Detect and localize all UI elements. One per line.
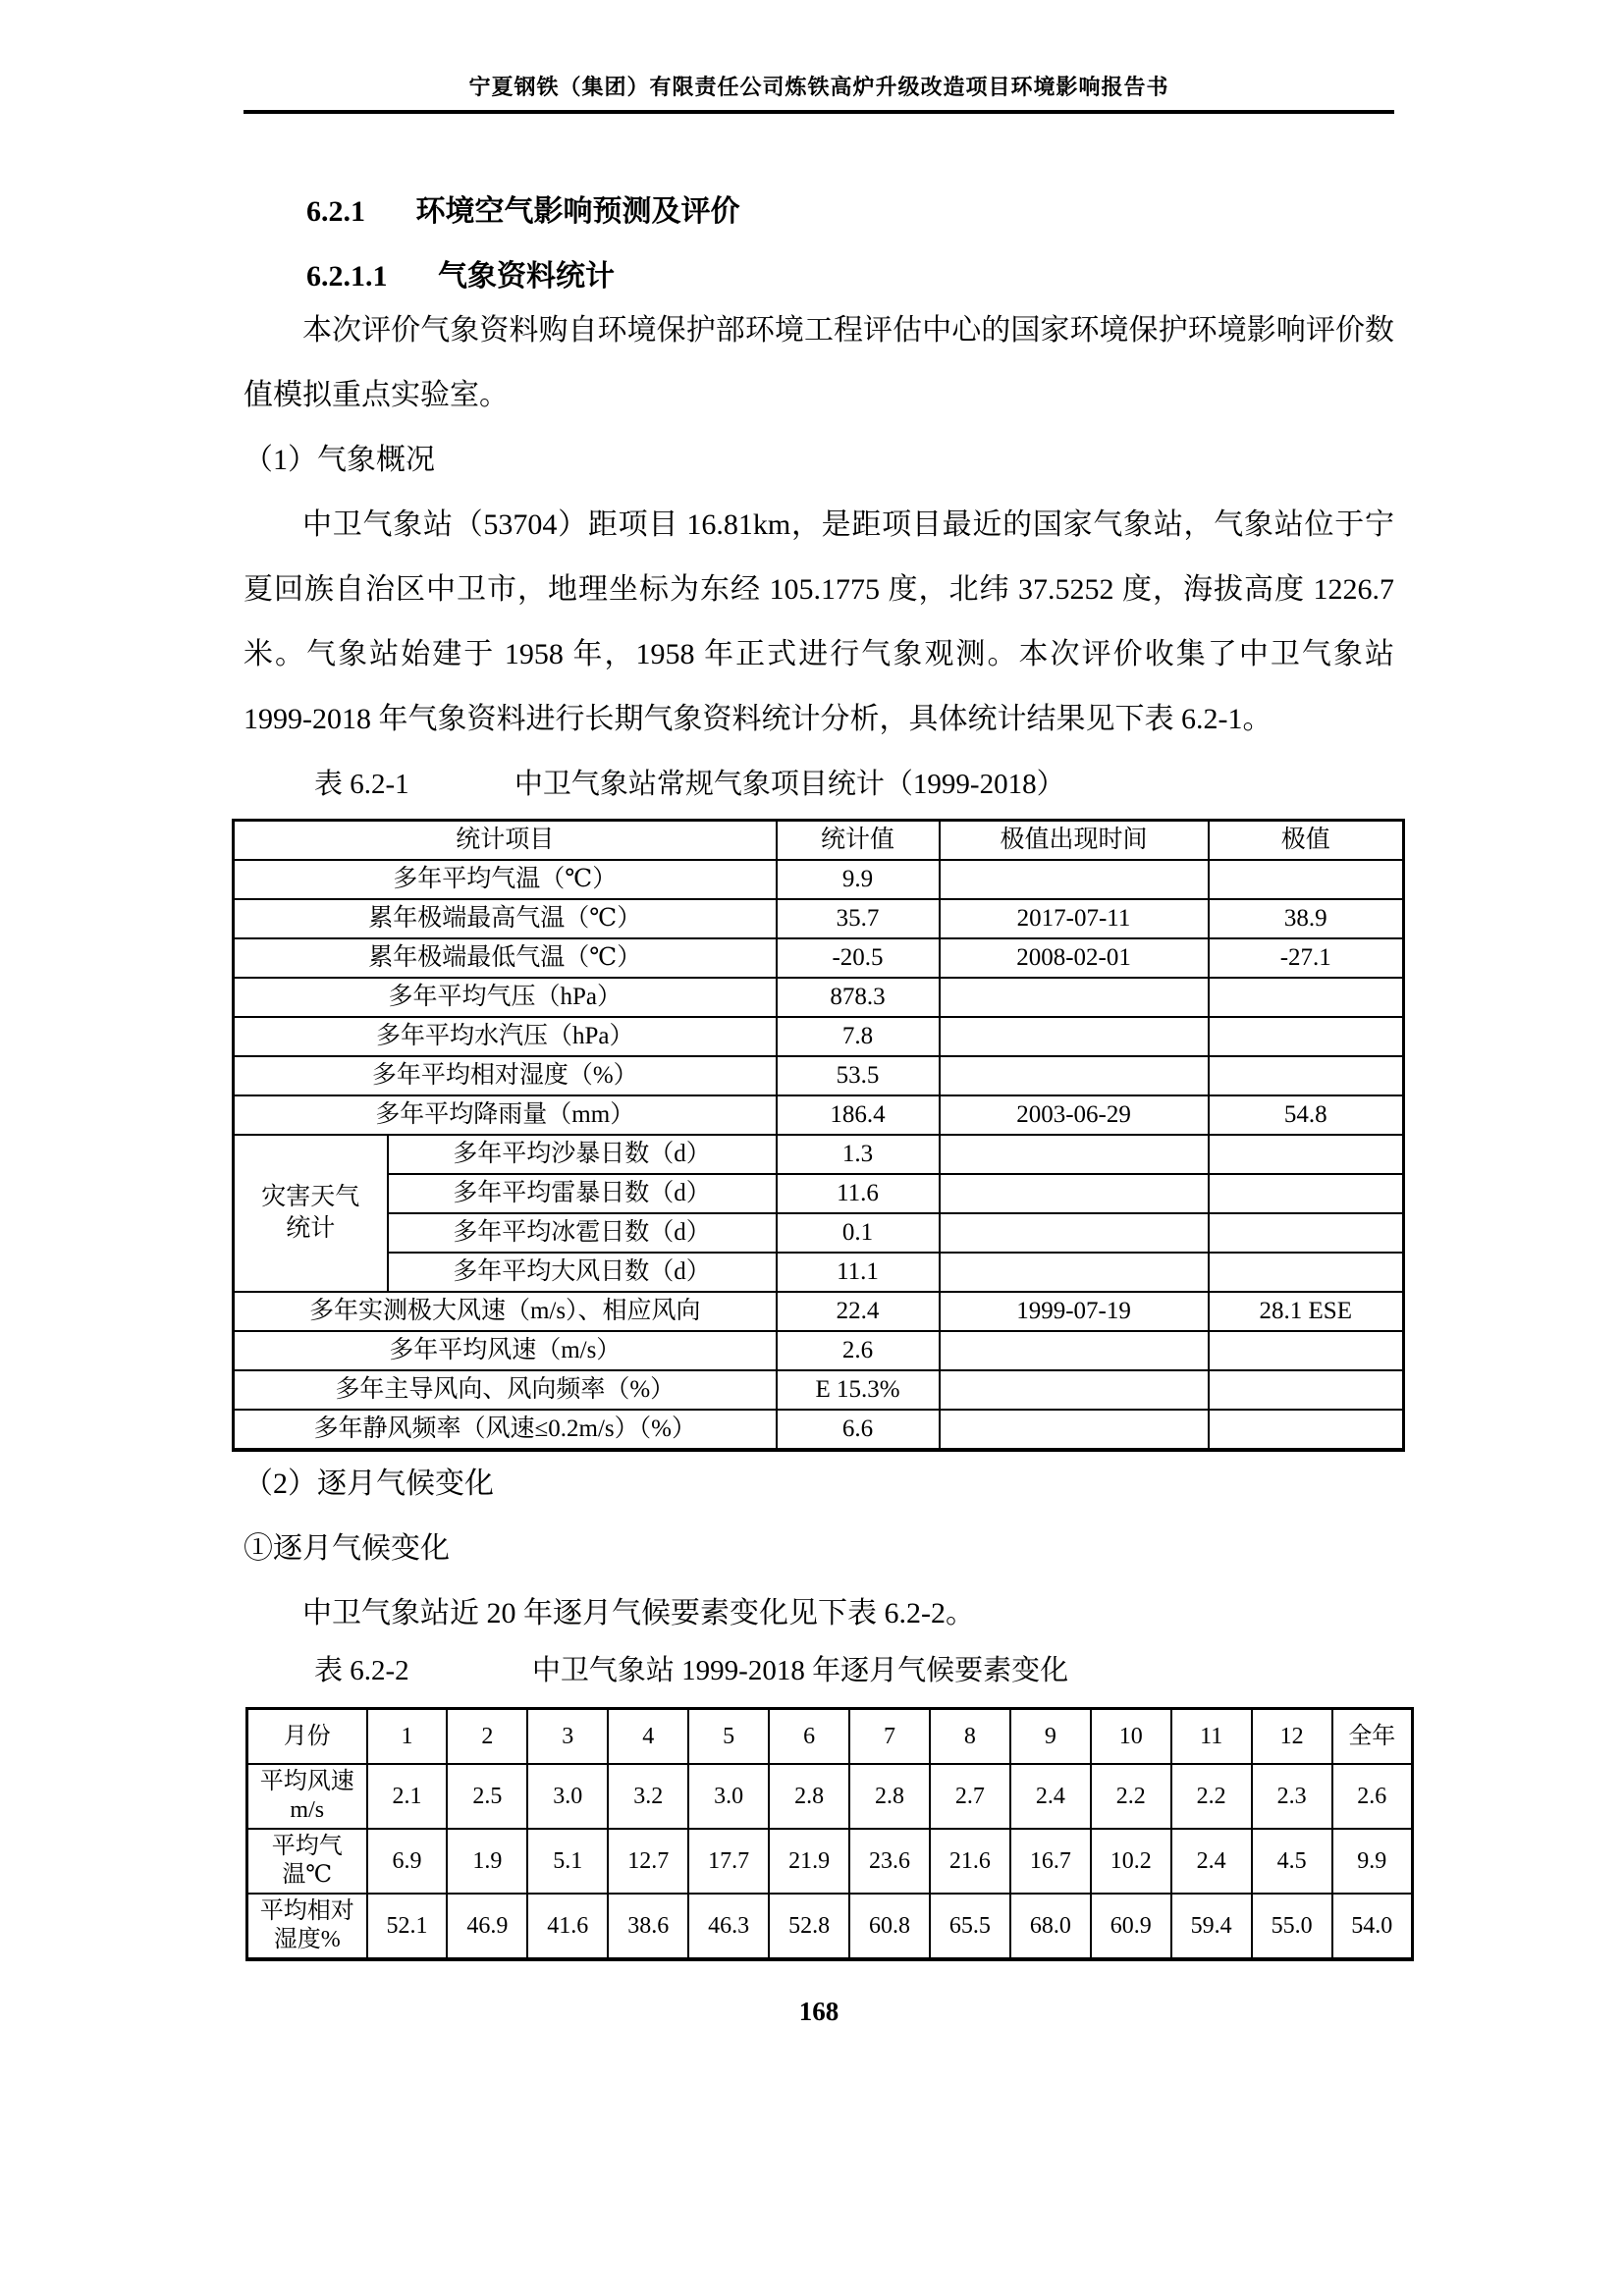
- table1-extreme-cell: 28.1 ESE: [1209, 1292, 1404, 1331]
- table2-month-header: 1: [367, 1709, 448, 1765]
- table2-month-header: 2: [447, 1709, 527, 1765]
- table1-disaster-row: [234, 1135, 1404, 1174]
- table2-value-cell: 2.3: [1252, 1764, 1332, 1829]
- table2-row-label-line: 平均气: [271, 1834, 343, 1859]
- table2-value-cell: 2.4: [1010, 1764, 1091, 1829]
- table1-row: [234, 860, 1404, 899]
- table1-row: [234, 899, 1404, 938]
- table2-data-row: [247, 1764, 1413, 1829]
- table2-value-cell: 4.5: [1252, 1829, 1332, 1894]
- table1-row: [234, 1017, 1404, 1056]
- table1-time-cell: [940, 1135, 1209, 1174]
- table2-value-cell: 41.6: [527, 1894, 608, 1959]
- table1-item-cell: 多年静风频率（风速≤0.2m/s）（%）: [234, 1410, 777, 1450]
- table1-extreme-cell: [1209, 1056, 1404, 1095]
- table2-row-label-line: 平均风速: [259, 1769, 354, 1794]
- table2-header-row: [247, 1709, 1413, 1765]
- table1-value-cell: 7.8: [777, 1017, 940, 1056]
- paragraph-station-info: 中卫气象站（53704）距项目 16.81km，是距项目最近的国家气象站，气象站位于宁夏回族自治区中卫市，地理坐标为东经 105.1775 度，北纬 37.5252 度，海拔高度 1226.7 米。气象站始建于 1958 年，1958 年正式进行气象观测。本次评价收集了中卫气象站 1999-2018 年气象资料进行长期气象资料统计分析，具体统计结果见下表 6.2-1。: [244, 508, 1394, 735]
- table1-row: [234, 1056, 1404, 1095]
- table1-value-cell: 186.4: [777, 1095, 940, 1135]
- table2-month-header: 10: [1091, 1709, 1171, 1765]
- table1-extreme-cell: [1209, 1213, 1404, 1253]
- table1-item-cell: 多年平均相对湿度（%）: [234, 1056, 777, 1095]
- table2-value-cell: 2.4: [1171, 1829, 1252, 1894]
- table2-value-cell: 52.8: [769, 1894, 849, 1959]
- table1-time-cell: [940, 1253, 1209, 1292]
- table2-value-cell: 1.9: [447, 1829, 527, 1894]
- table2-value-cell: 2.7: [930, 1764, 1010, 1829]
- table1-item-cell: 多年平均冰雹日数（d）: [388, 1213, 777, 1253]
- table1-item-cell: 累年极端最高气温（℃）: [234, 899, 777, 938]
- table2-month-header: 8: [930, 1709, 1010, 1765]
- table1-value-cell: 35.7: [777, 899, 940, 938]
- table1-header-value: 统计值: [777, 821, 940, 861]
- table1-value-cell: 11.1: [777, 1253, 940, 1292]
- table1-value-cell: E 15.3%: [777, 1370, 940, 1410]
- table2-data-row: [247, 1894, 1413, 1959]
- page-number: 168: [798, 1997, 839, 2026]
- table2-value-cell: 68.0: [1010, 1894, 1091, 1959]
- table1-value-cell: 6.6: [777, 1410, 940, 1450]
- table2-row-label: [247, 1764, 367, 1829]
- table2-value-cell: 65.5: [930, 1894, 1010, 1959]
- table1-extreme-cell: [1209, 1331, 1404, 1370]
- table2-month-header: 9: [1010, 1709, 1091, 1765]
- content-area: [244, 0, 1394, 2027]
- table2-value-cell: 59.4: [1171, 1894, 1252, 1959]
- table2-value-cell: 2.5: [447, 1764, 527, 1829]
- table1-row: [234, 1331, 1404, 1370]
- table1-header-item: 统计项目: [234, 821, 777, 861]
- table2-value-cell: 46.9: [447, 1894, 527, 1959]
- table2-caption: [314, 1648, 1394, 1693]
- table2-month-header: 3: [527, 1709, 608, 1765]
- table1-time-cell: 1999-07-19: [940, 1292, 1209, 1331]
- table1-item-cell: 多年平均气温（℃）: [234, 860, 777, 899]
- table2-value-cell: 52.1: [367, 1894, 448, 1959]
- table2-value-cell: 3.0: [527, 1764, 608, 1829]
- weather-statistics-table: [232, 819, 1405, 1452]
- section-title: 环境空气影响预测及评价: [415, 195, 740, 228]
- table2-row-label-line: 湿度%: [273, 1927, 341, 1952]
- report-header-title: 宁夏钢铁（集团）有限责任公司炼铁高炉升级改造项目环境影响报告书: [244, 0, 1394, 114]
- table1-item-cell: 多年平均水汽压（hPa）: [234, 1017, 777, 1056]
- section-title: 气象资料统计: [438, 260, 615, 293]
- table1-item-cell: 多年平均风速（m/s）: [234, 1331, 777, 1370]
- table2-value-cell: 10.2: [1091, 1829, 1171, 1894]
- table1-row: [234, 978, 1404, 1017]
- table2-value-cell: 23.6: [849, 1829, 930, 1894]
- table2-month-header: 全年: [1332, 1709, 1413, 1765]
- table1-value-cell: 53.5: [777, 1056, 940, 1095]
- table2-month-header: 5: [688, 1709, 769, 1765]
- table1-disaster-row: [234, 1213, 1404, 1253]
- table1-time-cell: 2008-02-01: [940, 938, 1209, 978]
- table1-value-cell: 878.3: [777, 978, 940, 1017]
- sub-item-1-label: ①逐月气候变化: [244, 1532, 450, 1565]
- table1-disaster-group-label: [234, 1135, 388, 1292]
- section-number: 6.2.1: [306, 195, 365, 228]
- table2-month-header: 12: [1252, 1709, 1332, 1765]
- table1-item-cell: 多年平均大风日数（d）: [388, 1253, 777, 1292]
- table1-item-cell: 多年实测极大风速（m/s）、相应风向: [234, 1292, 777, 1331]
- table1-extreme-cell: [1209, 1410, 1404, 1450]
- table2-row-label-line: 温℃: [282, 1862, 333, 1888]
- table1-time-cell: [940, 978, 1209, 1017]
- table2-data-row: [247, 1829, 1413, 1894]
- table1-time-cell: 2017-07-11: [940, 899, 1209, 938]
- table1-value-cell: 9.9: [777, 860, 940, 899]
- table1-row: [234, 1292, 1404, 1331]
- table1-disaster-row: [234, 1174, 1404, 1213]
- table2-month-header: 6: [769, 1709, 849, 1765]
- table1-time-cell: [940, 1017, 1209, 1056]
- table1-time-cell: [940, 1410, 1209, 1450]
- table1-extreme-cell: [1209, 1174, 1404, 1213]
- table2-value-cell: 60.8: [849, 1894, 930, 1959]
- table2-month-header: 11: [1171, 1709, 1252, 1765]
- table1-row: [234, 1370, 1404, 1410]
- table2-value-cell: 54.0: [1332, 1894, 1413, 1959]
- table2-value-cell: 12.7: [608, 1829, 688, 1894]
- table2-value-cell: 38.6: [608, 1894, 688, 1959]
- table1-row: [234, 1095, 1404, 1135]
- table1-extreme-cell: [1209, 1253, 1404, 1292]
- table2-value-cell: 17.7: [688, 1829, 769, 1894]
- table2-value-cell: 2.2: [1171, 1764, 1252, 1829]
- paragraph-monthly-intro: 中卫气象站近 20 年逐月气候要素变化见下表 6.2-2。: [302, 1597, 975, 1629]
- table2-value-cell: 16.7: [1010, 1829, 1091, 1894]
- table1-item-cell: 多年平均降雨量（mm）: [234, 1095, 777, 1135]
- table1-row: [234, 938, 1404, 978]
- table1-caption-title: 中卫气象站常规气象项目统计（1999-2018）: [514, 769, 1065, 800]
- table1-disaster-row: [234, 1253, 1404, 1292]
- table1-time-cell: [940, 1174, 1209, 1213]
- table1-item-cell: 多年平均沙暴日数（d）: [388, 1135, 777, 1174]
- table2-row-label-line: 平均相对: [259, 1898, 354, 1924]
- table1-disaster-group-label-line: 灾害天气: [261, 1184, 360, 1210]
- table1-extreme-cell: [1209, 860, 1404, 899]
- table1-value-cell: 0.1: [777, 1213, 940, 1253]
- table2-value-cell: 46.3: [688, 1894, 769, 1959]
- table1-value-cell: 22.4: [777, 1292, 940, 1331]
- table1-extreme-cell: 54.8: [1209, 1095, 1404, 1135]
- table1-time-cell: [940, 1370, 1209, 1410]
- section-heading-6-2-1: [306, 190, 1394, 234]
- table1-value-cell: 11.6: [777, 1174, 940, 1213]
- table1-extreme-cell: -27.1: [1209, 938, 1404, 978]
- table1-extreme-cell: [1209, 1135, 1404, 1174]
- table1-time-cell: [940, 1331, 1209, 1370]
- table1-time-cell: 2003-06-29: [940, 1095, 1209, 1135]
- list-item-1-label: （1）气象概况: [244, 444, 435, 476]
- table2-value-cell: 60.9: [1091, 1894, 1171, 1959]
- table1-time-cell: [940, 1056, 1209, 1095]
- table2-value-cell: 3.0: [688, 1764, 769, 1829]
- paragraph-intro: 本次评价气象资料购自环境保护部环境工程评估中心的国家环境保护环境影响评价数值模拟重点实验室。: [244, 314, 1394, 411]
- table2-month-header: 4: [608, 1709, 688, 1765]
- table2-row-label: [247, 1829, 367, 1894]
- table2-caption-title: 中卫气象站 1999-2018 年逐月气候要素变化: [531, 1655, 1069, 1686]
- table1-caption-label: 表 6.2-1: [314, 769, 409, 800]
- section-heading-6-2-1-1: [306, 255, 1394, 298]
- table1-item-cell: 多年主导风向、风向频率（%）: [234, 1370, 777, 1410]
- table1-time-cell: [940, 860, 1209, 899]
- table2-value-cell: 9.9: [1332, 1829, 1413, 1894]
- table1-item-cell: 累年极端最低气温（℃）: [234, 938, 777, 978]
- table1-extreme-cell: [1209, 1017, 1404, 1056]
- table2-value-cell: 3.2: [608, 1764, 688, 1829]
- table2-month-header: 7: [849, 1709, 930, 1765]
- list-item-2-label: （2）逐月气候变化: [244, 1468, 494, 1500]
- table1-item-cell: 多年平均雷暴日数（d）: [388, 1174, 777, 1213]
- table1-value-cell: 2.6: [777, 1331, 940, 1370]
- table1-value-cell: 1.3: [777, 1135, 940, 1174]
- table2-value-cell: 2.8: [849, 1764, 930, 1829]
- table2-value-cell: 2.6: [1332, 1764, 1413, 1829]
- table2-value-cell: 55.0: [1252, 1894, 1332, 1959]
- table2-value-cell: 2.2: [1091, 1764, 1171, 1829]
- table2-value-cell: 21.9: [769, 1829, 849, 1894]
- table2-caption-label: 表 6.2-2: [314, 1655, 409, 1686]
- monthly-climate-table: [245, 1707, 1414, 1961]
- table2-value-cell: 21.6: [930, 1829, 1010, 1894]
- table1-disaster-group-label-line: 统计: [286, 1215, 336, 1242]
- table1-header-extreme: 极值: [1209, 821, 1404, 861]
- table2-value-cell: 6.9: [367, 1829, 448, 1894]
- table1-header-row: [234, 821, 1404, 861]
- table1-row: [234, 1410, 1404, 1450]
- table2-value-cell: 5.1: [527, 1829, 608, 1894]
- table1-item-cell: 多年平均气压（hPa）: [234, 978, 777, 1017]
- table2-corner-cell: 月份: [247, 1709, 367, 1765]
- table1-extreme-cell: 38.9: [1209, 899, 1404, 938]
- section-number: 6.2.1.1: [306, 260, 388, 293]
- table1-time-cell: [940, 1213, 1209, 1253]
- table2-value-cell: 2.8: [769, 1764, 849, 1829]
- table1-header-time: 极值出现时间: [940, 821, 1209, 861]
- table2-row-label-line: m/s: [290, 1797, 325, 1823]
- table2-value-cell: 2.1: [367, 1764, 448, 1829]
- table2-row-label: [247, 1894, 367, 1959]
- table1-value-cell: -20.5: [777, 938, 940, 978]
- table1-caption: [314, 762, 1394, 807]
- table1-extreme-cell: [1209, 978, 1404, 1017]
- table1-extreme-cell: [1209, 1370, 1404, 1410]
